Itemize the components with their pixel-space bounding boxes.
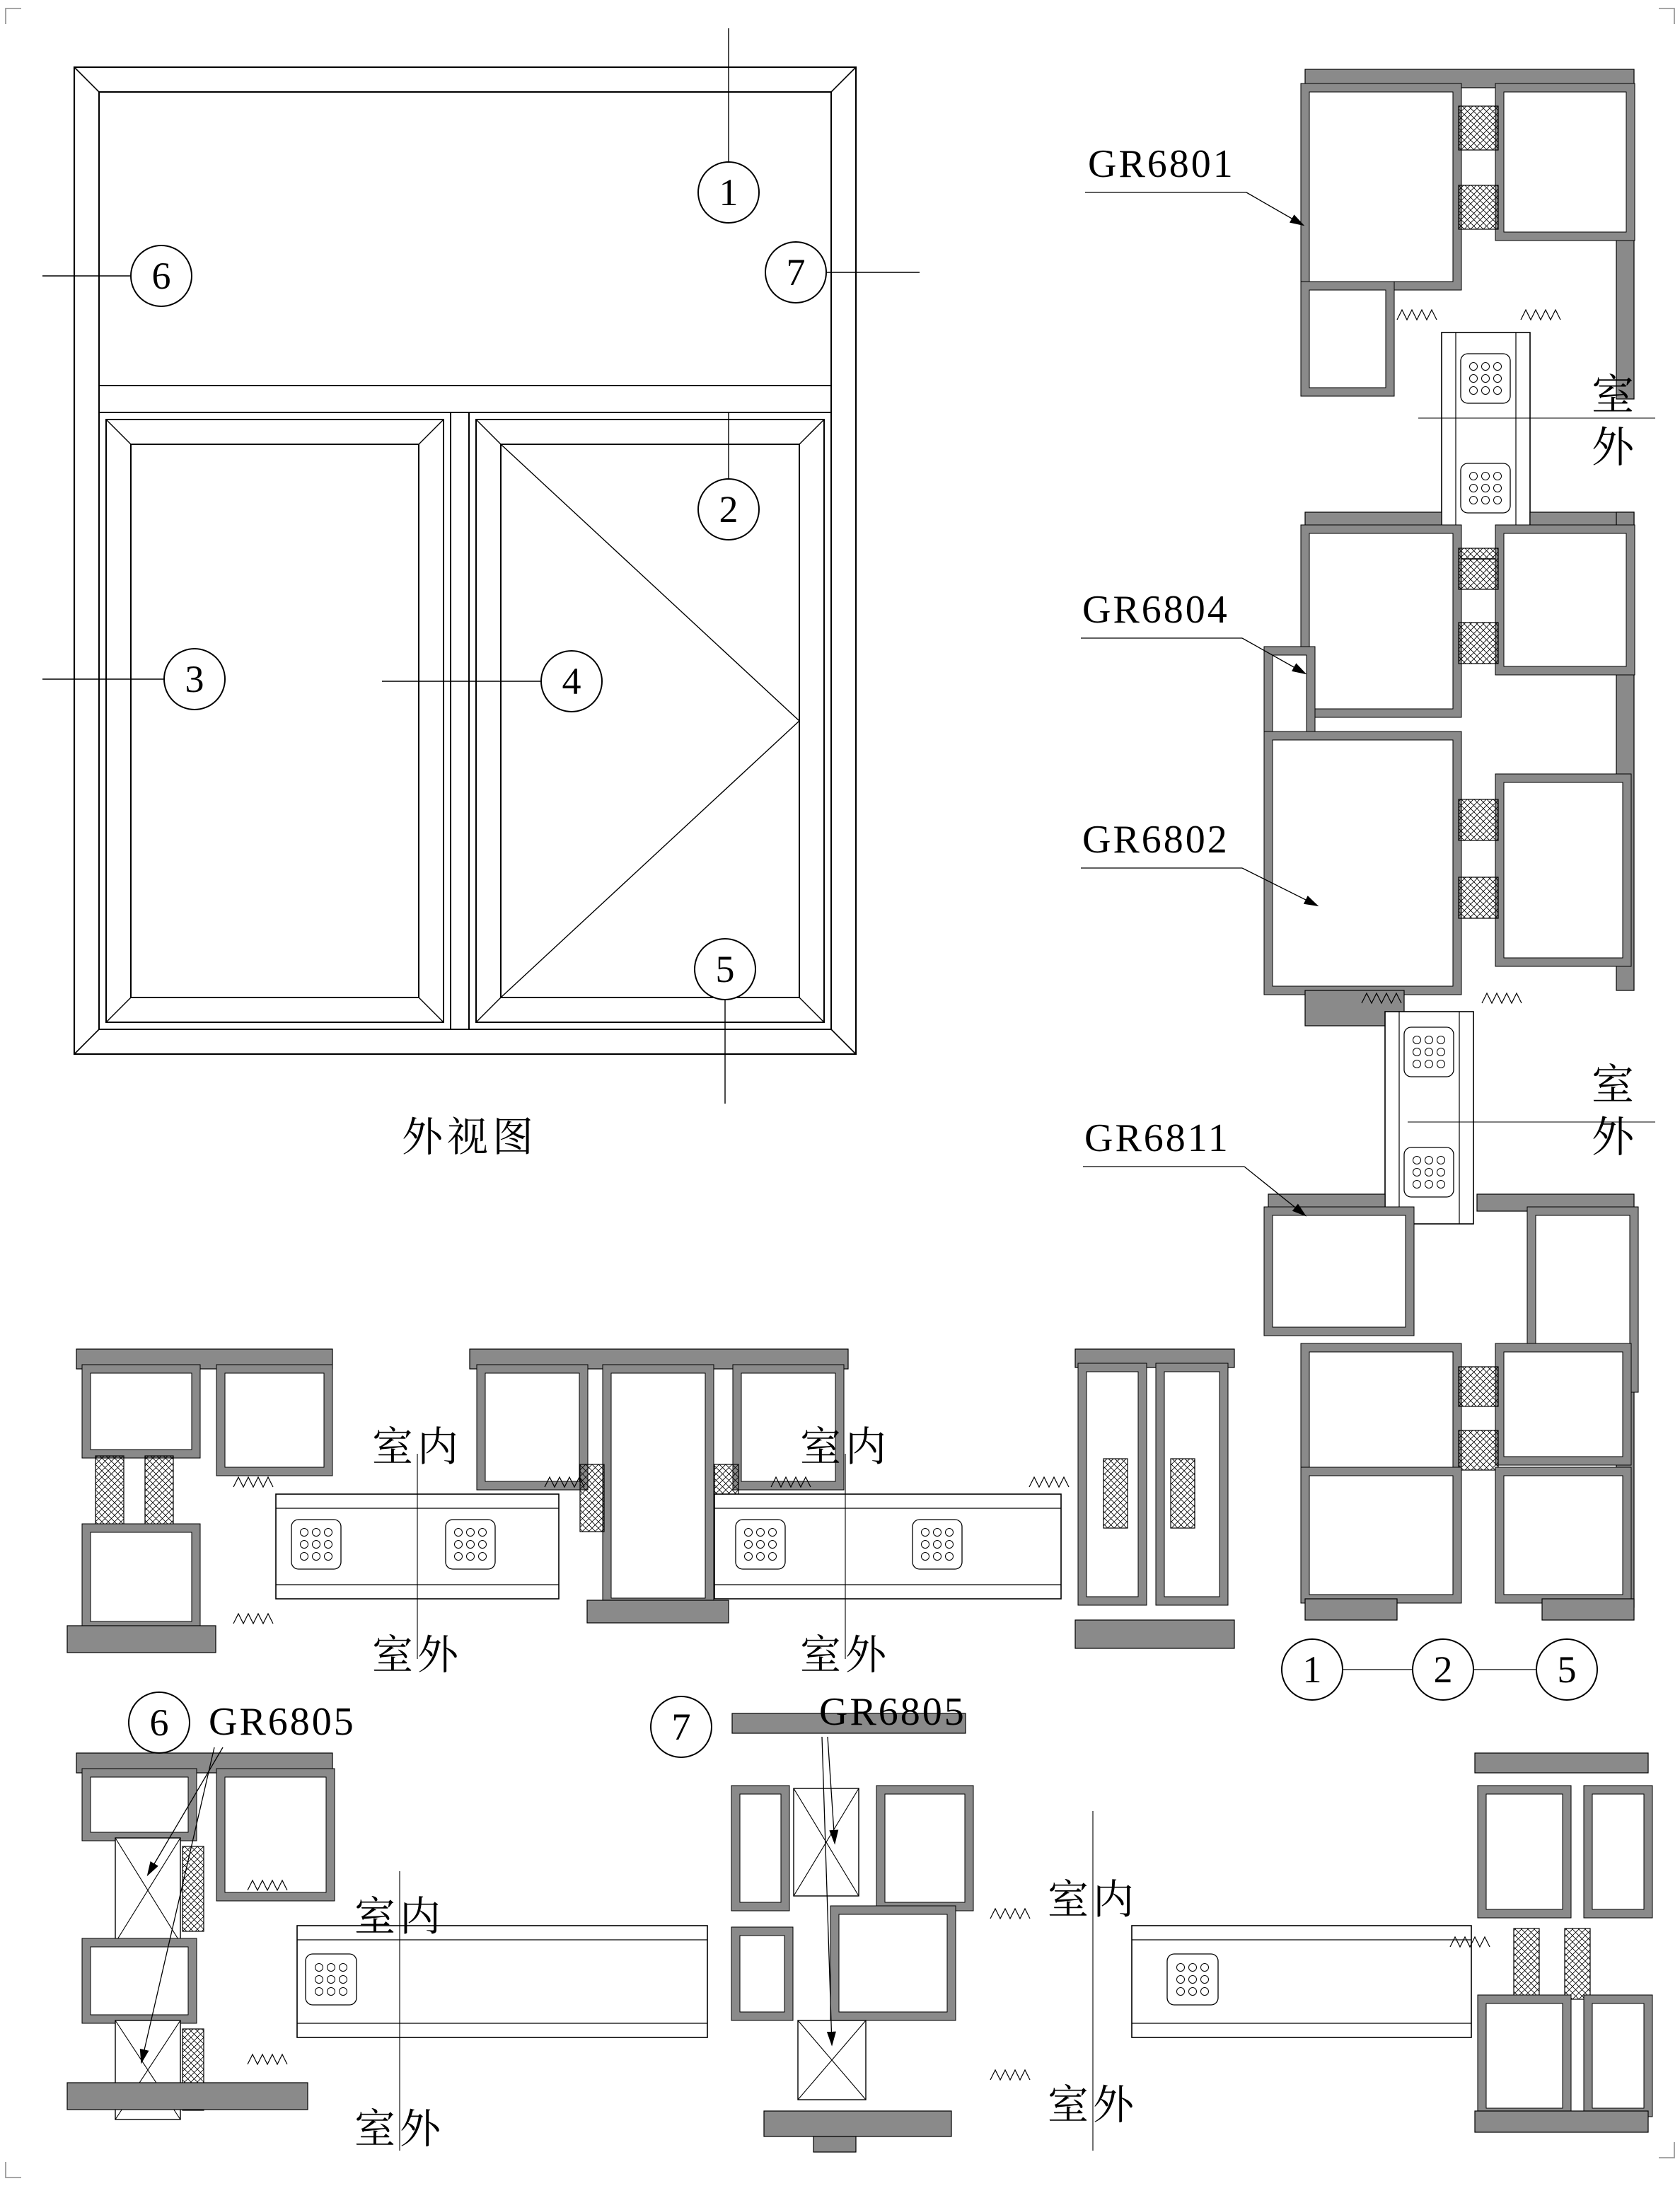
elevation-caption: 外视图 [401,1114,538,1160]
stack-callout-2 [1412,1638,1474,1701]
bottom-callout-7 [650,1696,712,1758]
elevation-callout-7 [765,241,827,303]
elevation-callout-6 [130,245,192,307]
callout-number: 3 [185,658,204,700]
callout-number: 1 [719,171,738,214]
callout-number: 6 [149,1701,169,1744]
outdoor-label-mid-1: 室外 [371,1632,463,1678]
callout-number: 5 [1557,1648,1577,1691]
label-gr6804: GR6804 [1082,588,1229,632]
bottom-callout-6 [128,1691,190,1754]
indoor-label-bottom-1: 室内 [354,1894,445,1940]
elevation-callout-1 [697,161,760,224]
stack-callout-1 [1281,1638,1343,1701]
indoor-label-mid-1: 室内 [371,1424,463,1470]
label-gr6811: GR6811 [1084,1116,1230,1160]
label-gr6802: GR6802 [1082,818,1229,862]
elevation-callout-3 [163,648,226,710]
label-gr6805-right: GR6805 [819,1690,966,1734]
outdoor-label-stack-1: 室外 [1586,372,1633,477]
elevation-callout-5 [694,938,756,1000]
indoor-label-bottom-2: 室内 [1047,1877,1138,1923]
callout-number: 1 [1302,1648,1322,1691]
label-gr6805-left: GR6805 [209,1700,356,1744]
stack-callout-5 [1536,1638,1598,1701]
callout-number: 5 [715,948,735,990]
label-gr6801: GR6801 [1088,142,1235,186]
callout-number: 2 [1433,1648,1453,1691]
callout-number: 7 [786,251,806,294]
outdoor-label-bottom-2: 室外 [1047,2082,1138,2128]
outdoor-label-mid-2: 室外 [799,1632,891,1678]
elevation-callout-2 [697,478,760,540]
callout-number: 6 [151,255,171,297]
outdoor-label-bottom-1: 室外 [354,2106,445,2152]
callout-number: 2 [719,488,738,531]
elevation-callout-4 [540,650,603,712]
callout-number: 4 [562,660,581,702]
callout-number: 7 [671,1706,691,1748]
outdoor-label-stack-2: 室外 [1586,1062,1633,1167]
indoor-label-mid-2: 室内 [799,1424,891,1470]
